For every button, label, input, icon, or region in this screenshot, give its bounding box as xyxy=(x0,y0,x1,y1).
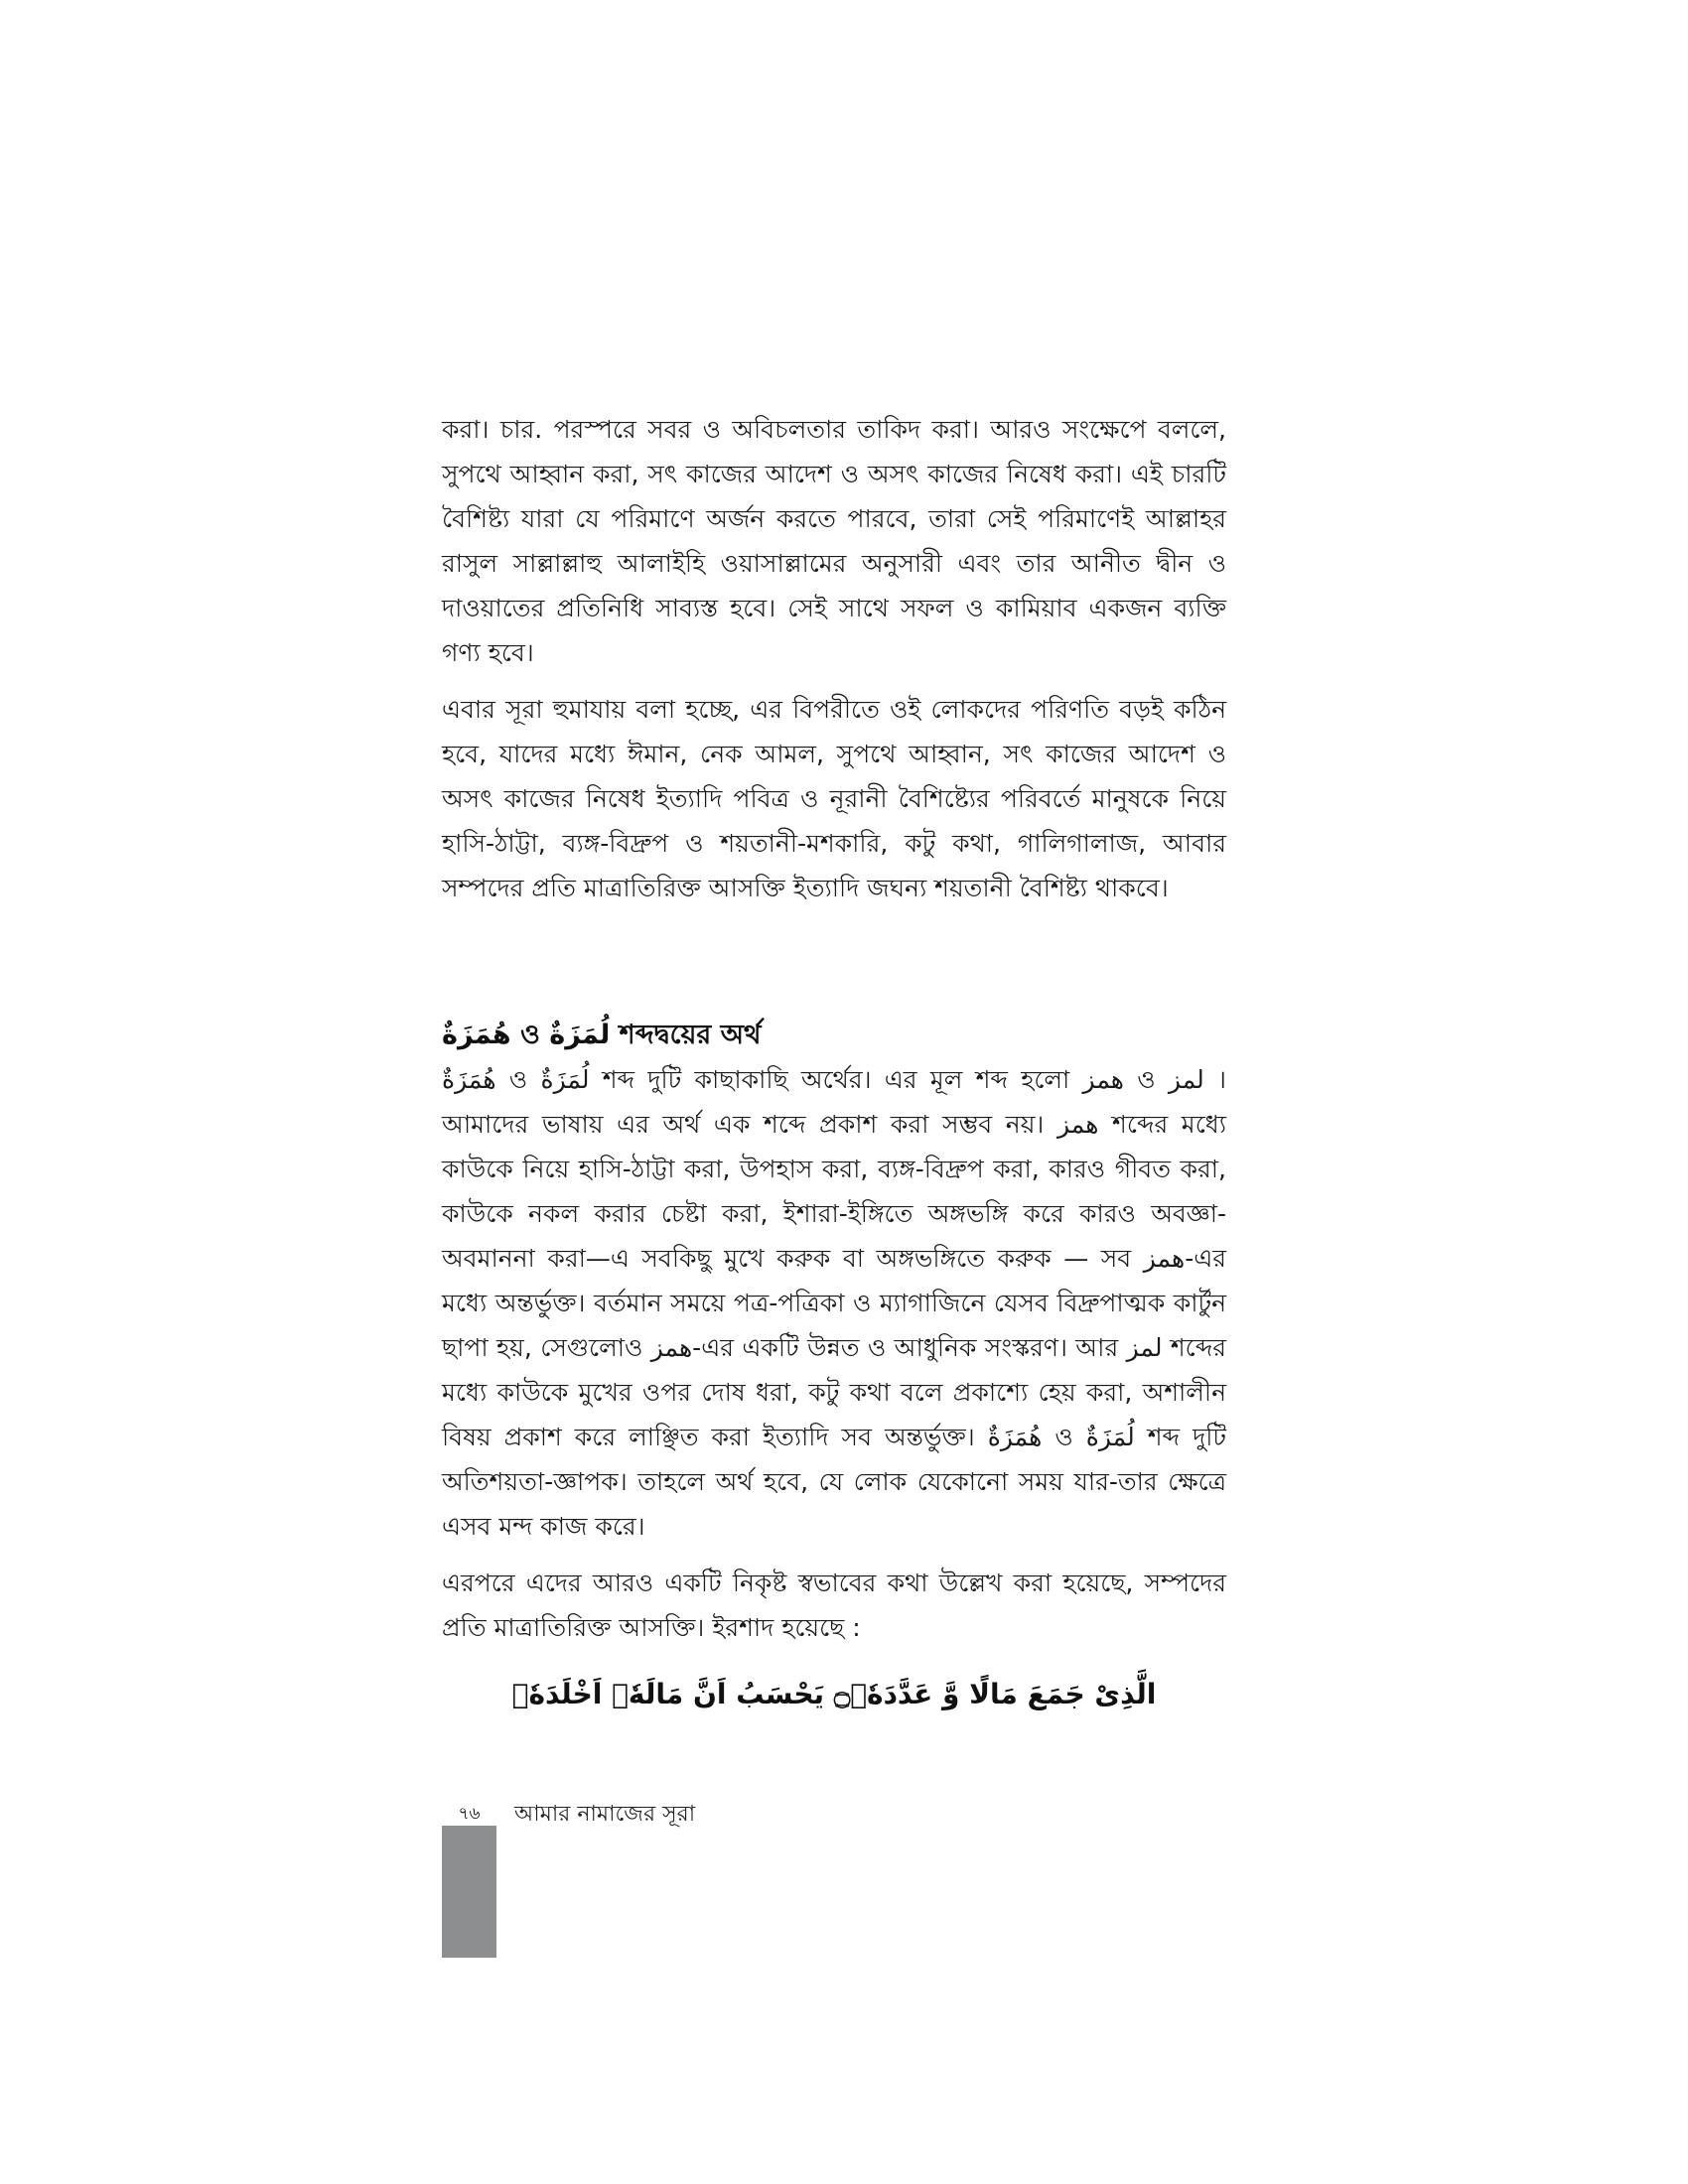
section-heading: هُمَزَةٌ ও لُمَزَةٌ শব্দদ্বয়ের অর্থ xyxy=(442,1020,762,1050)
book-title: আমার নামাজের সূরা xyxy=(514,1802,696,1827)
body-paragraph-3: هُمَزَةٌ ও لُمَزَةٌ শব্দ দুটি কাছাকাছি অর্থের। এর মূল শব্দ হলো همز ও لمز । আমাদের ভাষায় এর অর্থ এক শব্দে প্রকাশ করা সম্ভব নয়। همز শব্দের মধ্যে কাউকে নিয়ে হাসি-ঠাট্টা করা, উপহাস করা, ব্যঙ্গ-বিদ্রুপ করা, কারও গীবত করা, কাউকে নকল করার চেষ্টা করা, ইশারা-ইঙ্গিতে অঙ্গভঙ্গি করে কারও অবজ্ঞা-অবমাননা করা—এ সবকিছু মুখে করুক বা অঙ্গভঙ্গিতে করুক — সব همز-এর মধ্যে অন্তর্ভুক্ত। বর্তমান সময়ে পত্র-পত্রিকা ও ম্যাগাজিনে যেসব বিদ্রুপাত্মক কার্টুন ছাপা হয়, সেগুলোও همز-এর একটি উন্নত ও আধুনিক সংস্করণ। আর لمز শব্দের মধ্যে কাউকে মুখের ওপর দোষ ধরা, কটু কথা বলে প্রকাশ্যে হেয় করা, অশালীন বিষয় প্রকাশ করে লাঞ্ছিত করা ইত্যাদি সব অন্তর্ভুক্ত। هُمَزَةٌ ও لُمَزَةٌ শব্দ দুটি অতিশয়তা-জ্ঞাপক। তাহলে অর্থ হবে, যে লোক যেকোনো সময় যার-তার ক্ষেত্রে এসব মন্দ কাজ করে। xyxy=(442,1065,1227,1541)
page-number: ৭৬ xyxy=(442,1799,496,1829)
quran-verse: الَّذِیْ جَمَعَ مَالًا وَّ عَدَّدَهٗۙ۝ یَحْسَبُ اَنَّ مَالَهٗۤ اَخْلَدَهٗۚ xyxy=(511,1678,1157,1710)
body-paragraph-4: এরপরে এদের আরও একটি নিকৃষ্ট স্বভাবের কথা উল্লেখ করা হয়েছে, সম্পদের প্রতি মাত্রাতিরিক্ত আসক্তি। ইরশাদ হয়েছে : xyxy=(442,1569,1226,1642)
body-paragraph-1: করা। চার. পরস্পরে সবর ও অবিচলতার তাকিদ করা। আরও সংক্ষেপে বললে, সুপথে আহ্বান করা, সৎ কাজের আদেশ ও অসৎ কাজের নিষেধ করা। এই চারটি বৈশিষ্ট্য যারা যে পরিমাণে অর্জন করতে পারবে, তারা সেই পরিমাণেই আল্লাহর রাসুল সাল্লাল্লাহু আলাইহি ওয়াসাল্লামের অনুসারী এবং তার আনীত দ্বীন ও দাওয়াতের প্রতিনিধি সাব্যস্ত হবে। সেই সাথে সফল ও কামিয়াব একজন ব্যক্তি গণ্য হবে। xyxy=(442,415,1226,667)
body-paragraph-2: এবার সূরা হুমাযায় বলা হচ্ছে, এর বিপরীতে ওই লোকদের পরিণতি বড়ই কঠিন হবে, যাদের মধ্যে ঈমান, নেক আমল, সুপথে আহ্বান, সৎ কাজের আদেশ ও অসৎ কাজের নিষেধ ইত্যাদি পবিত্র ও নূরানী বৈশিষ্ট্যের পরিবর্তে মানুষকে নিয়ে হাসি-ঠাট্টা, ব্যঙ্গ-বিদ্রুপ ও শয়তানী-মশকারি, কটু কথা, গালিগালাজ, আবার সম্পদের প্রতি মাত্রাতিরিক্ত আসক্তি ইত্যাদি জঘন্য শয়তানী বৈশিষ্ট্য থাকবে। xyxy=(442,695,1226,902)
